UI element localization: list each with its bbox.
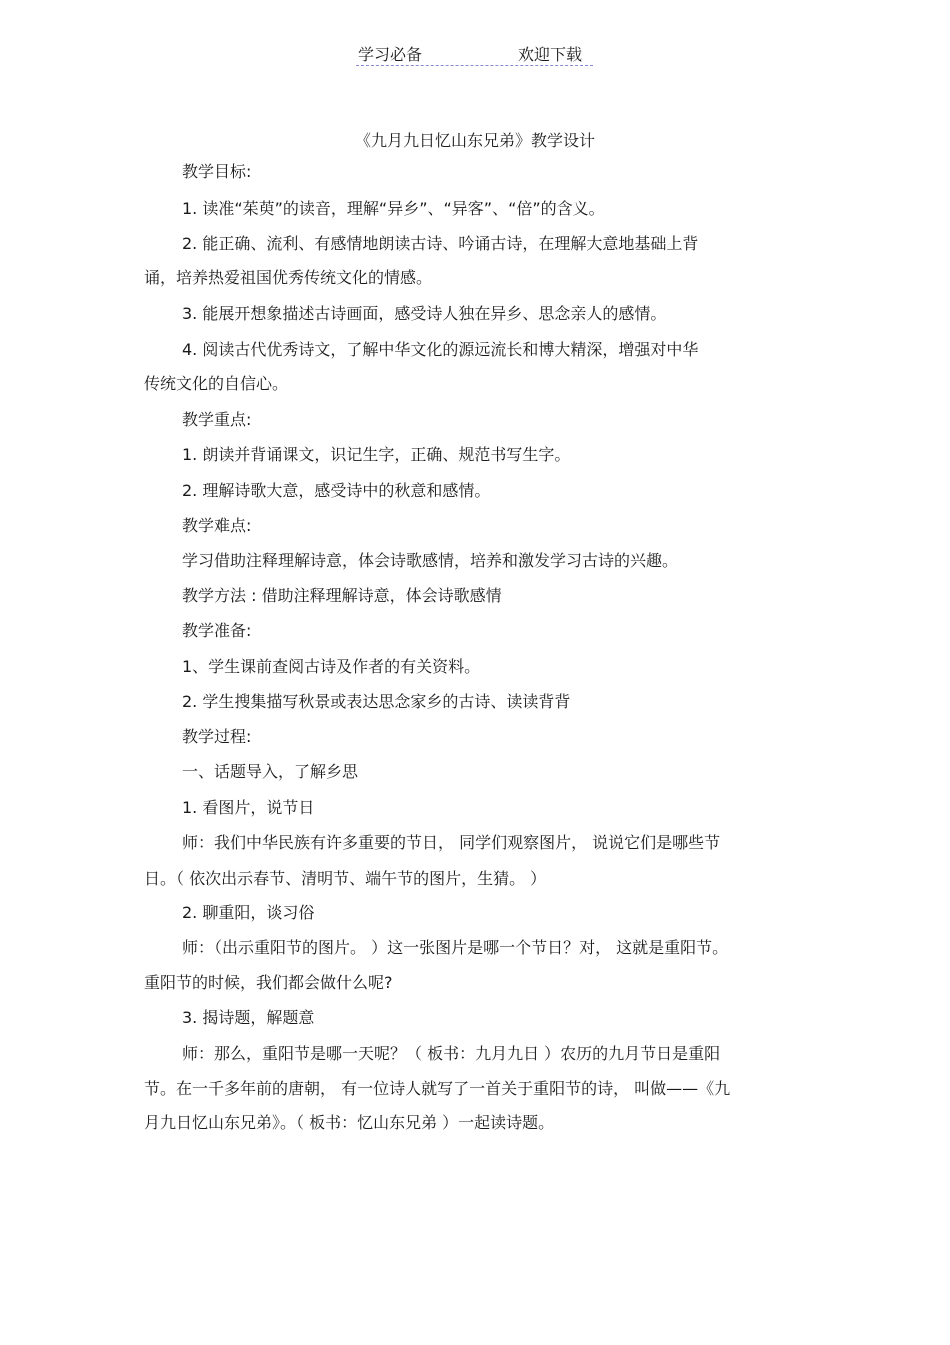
objective-1: 1. 读准“茱萸”的读音，理解“异乡”、“异客”、“倍”的含义。	[182, 199, 605, 218]
step-3-paragraph-cont-2: 月九日忆山东兄弟》。（ 板书：忆山东兄弟 ）一起读诗题。	[144, 1113, 555, 1132]
objective-2-cont: 诵，培养热爱祖国优秀传统文化的情感。	[144, 268, 433, 287]
objective-4: 4. 阅读古代优秀诗文，了解中华文化的源远流长和博大精深，增强对中华	[182, 340, 699, 359]
step-3-paragraph: 师：那么，重阳节是哪一天呢？（ 板书：九月九日 ）农历的九月节日是重阳	[182, 1044, 721, 1063]
section-heading-process: 教学过程:	[182, 727, 252, 746]
section-heading-preparation: 教学准备:	[182, 621, 252, 640]
page-header	[356, 41, 593, 66]
preparation-2: 2. 学生搜集描写秋景或表达思念家乡的古诗、读读背背	[182, 692, 571, 711]
process-part-1-heading: 一、话题导入，了解乡思	[182, 762, 359, 781]
header-right-text: 欢迎下载	[518, 45, 583, 64]
document-title: 《九月九日忆山东兄弟》教学设计	[354, 131, 595, 150]
teaching-method: 教学方法 : 借助注释理解诗意，体会诗歌感情	[182, 586, 502, 605]
section-heading-difficulty: 教学难点:	[182, 516, 252, 535]
objective-4-cont: 传统文化的自信心。	[144, 374, 289, 393]
step-2-heading: 2. 聊重阳，谈习俗	[182, 903, 315, 922]
section-heading-key-points: 教学重点:	[182, 410, 252, 429]
step-1-heading: 1. 看图片，说节日	[182, 798, 315, 817]
header-left-text: 学习必备	[358, 45, 423, 64]
step-3-paragraph-cont-1: 节。在一千多年前的唐朝， 有一位诗人就写了一首关于重阳节的诗， 叫做——《九	[144, 1079, 731, 1098]
step-2-paragraph-cont: 重阳节的时候，我们都会做什么呢?	[144, 973, 393, 992]
preparation-1: 1、学生课前查阅古诗及作者的有关资料。	[182, 657, 481, 676]
objective-2: 2. 能正确、流利、有感情地朗读古诗、吟诵古诗，在理解大意地基础上背	[182, 234, 699, 253]
step-1-paragraph-cont: 日。（ 依次出示春节、清明节、端午节的图片，生猜。 ）	[144, 869, 547, 888]
objective-3: 3. 能展开想象描述古诗画面，感受诗人独在异乡、思念亲人的感情。	[182, 304, 667, 323]
step-2-paragraph: 师：（出示重阳节的图片。 ）这一张图片是哪一个节日？对， 这就是重阳节。	[182, 938, 729, 957]
difficulty-text: 学习借助注释理解诗意，体会诗歌感情，培养和激发学习古诗的兴趣。	[182, 551, 679, 570]
key-point-1: 1. 朗读并背诵课文，识记生字，正确、规范书写生字。	[182, 445, 571, 464]
step-3-heading: 3. 揭诗题，解题意	[182, 1008, 315, 1027]
section-heading-objectives: 教学目标:	[182, 162, 252, 181]
step-1-paragraph: 师：我们中华民族有许多重要的节日， 同学们观察图片， 说说它们是哪些节	[182, 833, 721, 852]
key-point-2: 2. 理解诗歌大意，感受诗中的秋意和感情。	[182, 481, 491, 500]
